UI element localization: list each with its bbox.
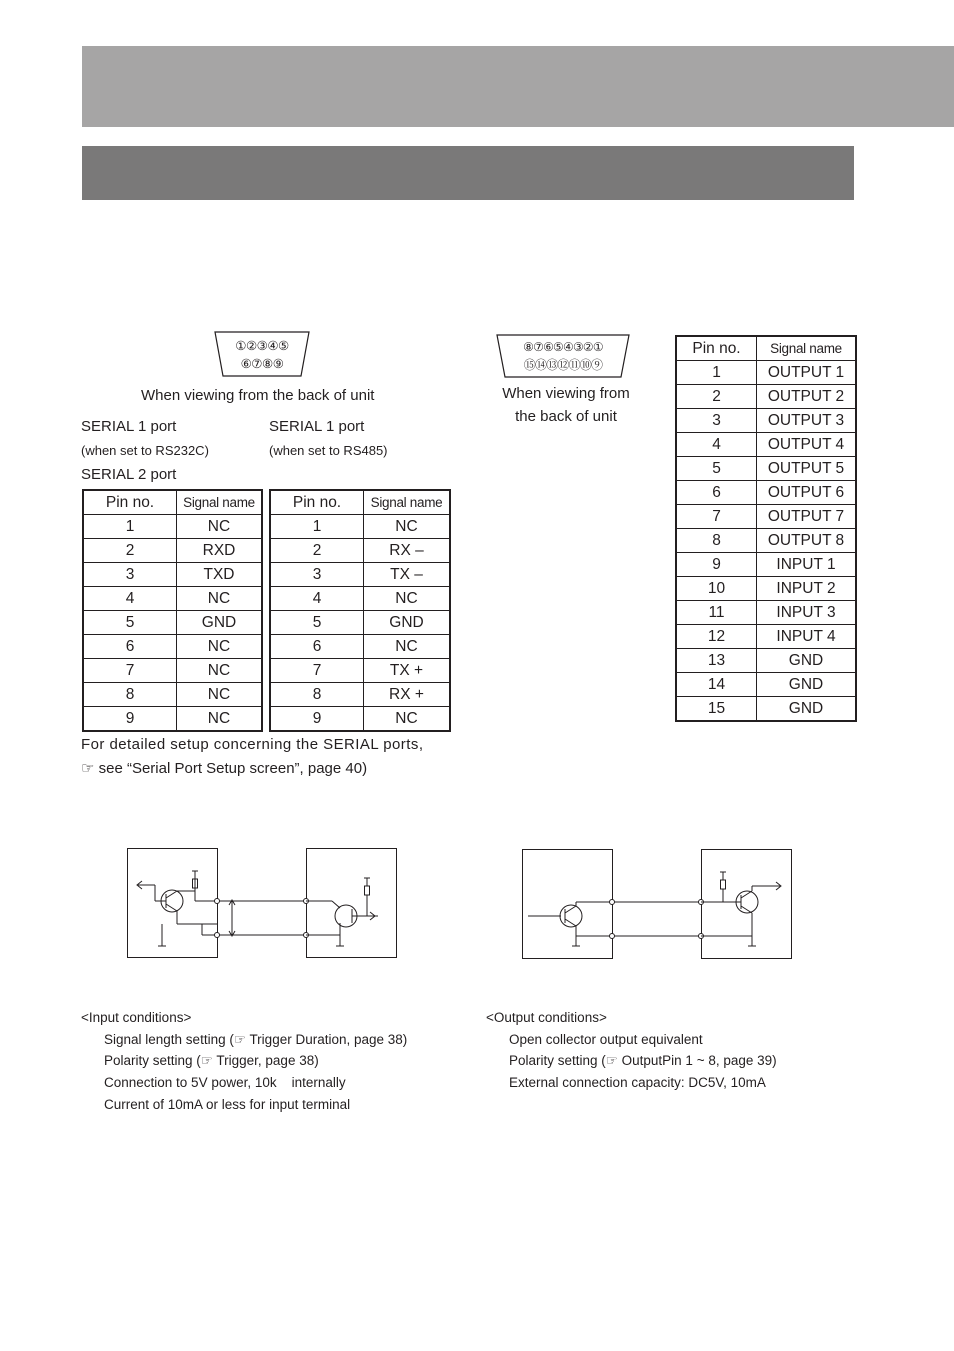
signal-name-cell: TX + — [364, 659, 451, 683]
signal-name-cell: NC — [177, 587, 263, 611]
serial1-rs485-sub: (when set to RS485) — [269, 443, 388, 458]
pin-number-cell: 5 — [83, 611, 177, 635]
unit-box — [523, 850, 613, 959]
serial-note-line1: For detailed setup concerning the SERIAL ports, — [81, 736, 424, 753]
signal-name-cell: RX + — [364, 683, 451, 707]
signal-name-cell: INPUT 1 — [757, 553, 857, 577]
table-row — [676, 673, 856, 697]
pin-number-cell: 9 — [270, 707, 364, 732]
table-row — [83, 587, 262, 611]
signal-name-cell: NC — [177, 683, 263, 707]
pin-number-cell: 7 — [676, 505, 757, 529]
table-row — [676, 625, 856, 649]
signal-name-cell: OUTPUT 1 — [757, 361, 857, 385]
pin-number-cell: 5 — [270, 611, 364, 635]
pin-number-cell: 11 — [676, 601, 757, 625]
table-row — [83, 563, 262, 587]
unit-box — [128, 849, 218, 958]
input-condition-item: Current of 10mA or less for input terminal — [104, 1097, 351, 1112]
table-row — [270, 659, 450, 683]
pin-number-cell: 4 — [676, 433, 757, 457]
signal-name-cell: NC — [364, 515, 451, 539]
serial1-rs232-sub: (when set to RS232C) — [81, 443, 209, 458]
pin-number-cell: 8 — [270, 683, 364, 707]
output-condition-item: Open collector output equivalent — [509, 1032, 703, 1047]
alarm-view-caption-1: When viewing from — [502, 385, 630, 402]
table-row — [676, 385, 856, 409]
signal-name-cell: OUTPUT 8 — [757, 529, 857, 553]
table-row — [83, 659, 262, 683]
signal-name-cell: OUTPUT 5 — [757, 457, 857, 481]
pin-number-cell: 1 — [270, 515, 364, 539]
signal-name-cell: GND — [757, 673, 857, 697]
output-condition-item: Polarity setting (☞ OutputPin 1 ~ 8, page 39) — [509, 1053, 777, 1068]
signal-name-cell: TXD — [177, 563, 263, 587]
dsub15-pins-top: ⑧⑦⑥⑤④③②① — [523, 340, 603, 354]
table-row — [676, 433, 856, 457]
input-condition-item: Polarity setting (☞ Trigger, page 38) — [104, 1053, 319, 1068]
serial-view-caption: When viewing from the back of unit — [141, 387, 375, 404]
dsub9-pins-top: ①②③④⑤ — [235, 339, 289, 353]
pin-number-cell: 4 — [83, 587, 177, 611]
input-condition-item: Signal length setting (☞ Trigger Duration, page 38) — [104, 1032, 408, 1047]
output-conditions-title: <Output conditions> — [486, 1010, 607, 1025]
signal-name-cell: INPUT 2 — [757, 577, 857, 601]
table-row — [270, 707, 450, 732]
dsub9-pins-bottom: ⑥⑦⑧⑨ — [240, 357, 284, 371]
signal-name-cell: OUTPUT 7 — [757, 505, 857, 529]
signal-header: Signal name — [757, 336, 857, 361]
pin-number-cell: 14 — [676, 673, 757, 697]
table-row — [676, 361, 856, 385]
signal-name-cell: RX – — [364, 539, 451, 563]
table-header-row — [83, 490, 262, 515]
pin-number-cell: 6 — [83, 635, 177, 659]
signal-name-cell: GND — [177, 611, 263, 635]
table-row — [270, 611, 450, 635]
transistor-icon — [560, 905, 582, 927]
table-row — [270, 539, 450, 563]
serial-note-line2: ☞ see “Serial Port Setup screen”, page 40) — [81, 760, 368, 777]
header-band — [82, 46, 954, 127]
pin-number-cell: 9 — [676, 553, 757, 577]
signal-name-cell: OUTPUT 6 — [757, 481, 857, 505]
serial2-title: SERIAL 2 port — [81, 466, 177, 483]
table-header-row — [676, 336, 856, 361]
signal-name-cell: NC — [364, 587, 451, 611]
signal-name-cell: GND — [757, 649, 857, 673]
rs232-pin-table — [82, 489, 263, 732]
pin-number-cell: 2 — [676, 385, 757, 409]
dsub15-pins-bottom: ⑮⑭⑬⑫⑪⑩⑨ — [523, 358, 603, 372]
table-row — [676, 697, 856, 722]
table-row — [270, 563, 450, 587]
signal-name-cell: GND — [757, 697, 857, 722]
table-row — [676, 409, 856, 433]
alarm-pin-table — [675, 335, 857, 722]
table-row — [676, 457, 856, 481]
signal-name-cell: OUTPUT 2 — [757, 385, 857, 409]
signal-header: Signal name — [177, 490, 263, 515]
signal-name-cell: INPUT 3 — [757, 601, 857, 625]
pin-number-cell: 5 — [676, 457, 757, 481]
table-header-row — [270, 490, 450, 515]
signal-name-cell: NC — [364, 635, 451, 659]
serial1-rs232-title: SERIAL 1 port — [81, 418, 177, 435]
pin-number-cell: 1 — [83, 515, 177, 539]
external-box — [307, 849, 397, 958]
resistor-icon — [365, 886, 370, 895]
pin-number-cell: 6 — [676, 481, 757, 505]
pin-number-cell: 2 — [270, 539, 364, 563]
pin-number-cell: 7 — [83, 659, 177, 683]
input-circuit-diagram — [120, 842, 410, 967]
table-row — [83, 515, 262, 539]
external-box — [702, 850, 792, 959]
table-row — [270, 587, 450, 611]
table-row — [270, 683, 450, 707]
output-condition-item: External connection capacity: DC5V, 10mA — [509, 1075, 766, 1090]
table-row — [676, 529, 856, 553]
signal-name-cell: NC — [364, 707, 451, 732]
signal-name-cell: NC — [177, 635, 263, 659]
rs485-pin-table — [269, 489, 451, 732]
table-row — [83, 611, 262, 635]
table-row — [83, 707, 262, 732]
resistor-icon — [721, 880, 726, 889]
signal-name-cell: TX – — [364, 563, 451, 587]
table-row — [676, 649, 856, 673]
signal-name-cell: RXD — [177, 539, 263, 563]
section-band — [82, 146, 854, 200]
pin-number-cell: 13 — [676, 649, 757, 673]
input-condition-item: Connection to 5V power, 10k internally — [104, 1075, 346, 1090]
table-row — [83, 635, 262, 659]
pin-number-cell: 3 — [270, 563, 364, 587]
pin-header: Pin no. — [83, 490, 177, 515]
input-conditions-title: <Input conditions> — [81, 1010, 192, 1025]
table-row — [676, 505, 856, 529]
pin-number-cell: 12 — [676, 625, 757, 649]
serial1-rs485-title: SERIAL 1 port — [269, 418, 365, 435]
pin-number-cell: 4 — [270, 587, 364, 611]
pin-number-cell: 10 — [676, 577, 757, 601]
signal-name-cell: NC — [177, 707, 263, 732]
pin-number-cell: 3 — [83, 563, 177, 587]
signal-header: Signal name — [364, 490, 451, 515]
table-row — [676, 553, 856, 577]
signal-name-cell: NC — [177, 659, 263, 683]
table-row — [676, 577, 856, 601]
pin-number-cell: 3 — [676, 409, 757, 433]
pin-number-cell: 8 — [83, 683, 177, 707]
pin-number-cell: 2 — [83, 539, 177, 563]
signal-name-cell: NC — [177, 515, 263, 539]
signal-name-cell: INPUT 4 — [757, 625, 857, 649]
output-circuit-diagram — [515, 842, 805, 967]
pin-number-cell: 6 — [270, 635, 364, 659]
signal-name-cell: OUTPUT 3 — [757, 409, 857, 433]
pin-header: Pin no. — [270, 490, 364, 515]
table-row — [83, 539, 262, 563]
table-row — [676, 481, 856, 505]
table-row — [270, 635, 450, 659]
table-row — [83, 683, 262, 707]
signal-name-cell: OUTPUT 4 — [757, 433, 857, 457]
pin-number-cell: 8 — [676, 529, 757, 553]
pin-header: Pin no. — [676, 336, 757, 361]
alarm-view-caption-2: the back of unit — [515, 408, 617, 425]
pin-number-cell: 1 — [676, 361, 757, 385]
table-row — [676, 601, 856, 625]
table-row — [270, 515, 450, 539]
pin-number-cell: 9 — [83, 707, 177, 732]
signal-name-cell: GND — [364, 611, 451, 635]
pin-number-cell: 15 — [676, 697, 757, 722]
pin-number-cell: 7 — [270, 659, 364, 683]
